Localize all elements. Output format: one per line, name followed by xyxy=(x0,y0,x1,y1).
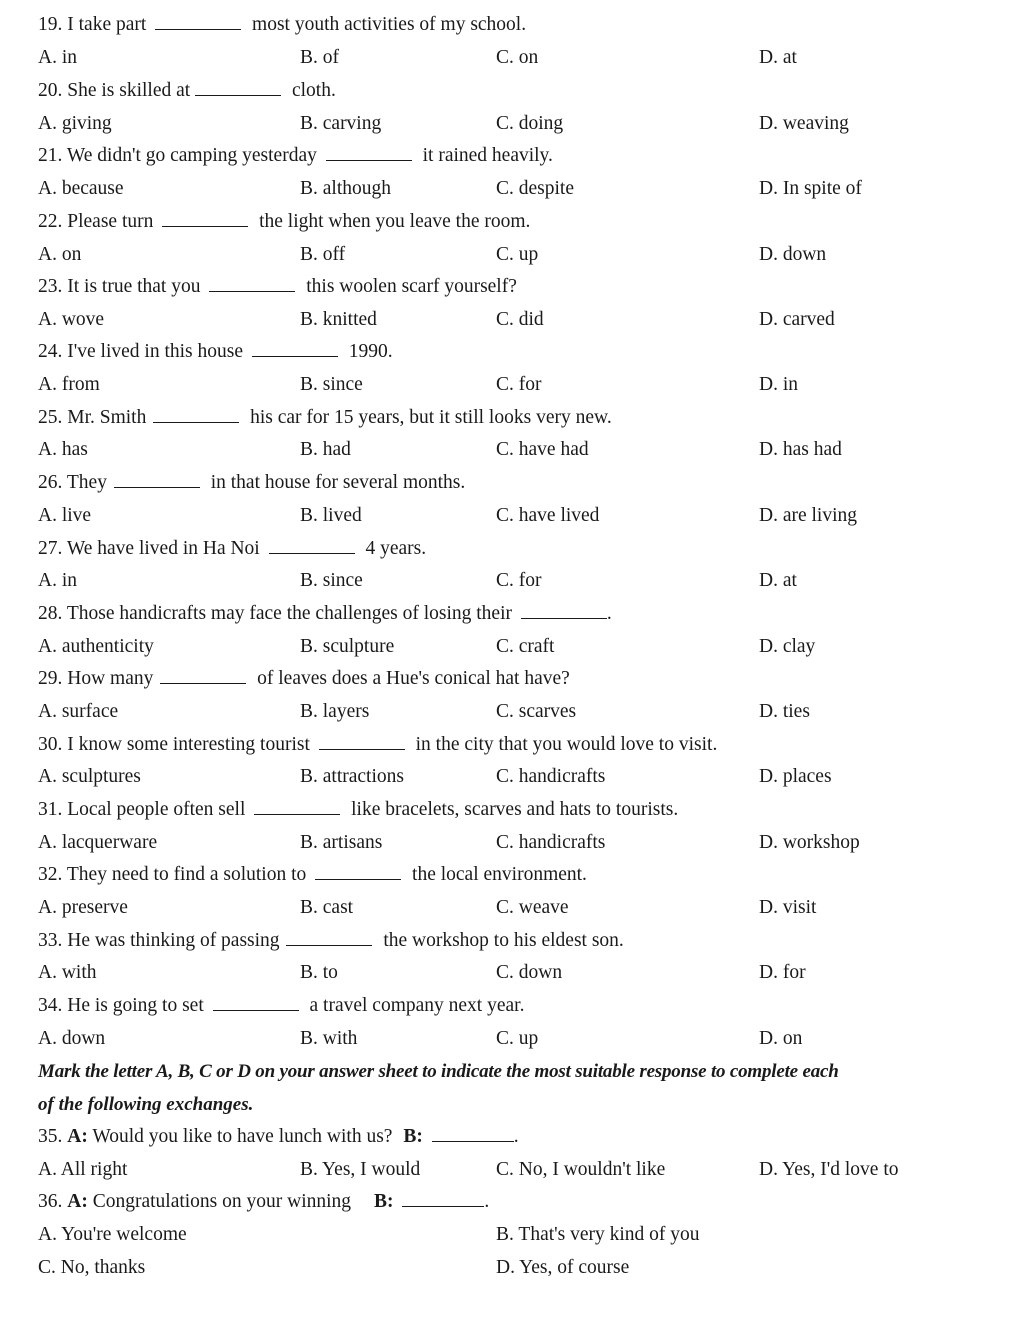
option-c: C. No, thanks xyxy=(38,1257,146,1278)
option-d: D. on xyxy=(759,1028,803,1049)
option-d: D. in xyxy=(759,374,798,395)
option-d: D. has had xyxy=(759,439,842,460)
exchange-35 xyxy=(38,1122,519,1152)
option-c: C. No, I wouldn't like xyxy=(496,1159,666,1180)
option-c: C. have had xyxy=(496,439,589,460)
option-b: B. with xyxy=(300,1028,358,1049)
question-stem: 33. He was thinking of passing xyxy=(38,930,280,951)
option-a: A. giving xyxy=(38,113,112,134)
question-19 xyxy=(38,10,526,40)
answer-blank xyxy=(319,733,405,750)
option-c: C. up xyxy=(496,1028,539,1049)
question-tail: cloth. xyxy=(291,80,336,101)
answer-blank xyxy=(213,994,299,1011)
question-29 xyxy=(38,664,570,694)
speaker-b-label: B: xyxy=(373,1191,394,1212)
option-d: D. clay xyxy=(759,636,816,657)
option-b: B. Yes, I would xyxy=(300,1159,421,1180)
option-b: B. knitted xyxy=(300,309,377,330)
option-a: A. down xyxy=(38,1028,106,1049)
question-tail: this woolen scarf yourself? xyxy=(306,276,517,297)
question-stem: 24. I've lived in this house xyxy=(38,341,243,362)
answer-blank xyxy=(155,13,241,30)
speaker-a-label: A: xyxy=(67,1126,88,1147)
option-b: B. lived xyxy=(300,505,362,526)
option-d: D. at xyxy=(759,570,797,591)
option-d: D. down xyxy=(759,244,827,265)
option-c: C. despite xyxy=(496,178,574,199)
option-a: A. in xyxy=(38,47,77,68)
option-d: D. carved xyxy=(759,309,835,330)
speaker-b-label: B: xyxy=(403,1126,423,1147)
option-d: D. weaving xyxy=(759,113,849,134)
option-c: C. down xyxy=(496,962,563,983)
option-c: C. craft xyxy=(496,636,555,657)
option-d: D. places xyxy=(759,766,832,787)
option-b: B. sculpture xyxy=(300,636,395,657)
option-a: A. surface xyxy=(38,701,119,722)
option-d: D. In spite of xyxy=(759,178,862,199)
question-tail: the light when you leave the room. xyxy=(259,211,531,232)
question-21 xyxy=(38,141,553,171)
option-d: D. Yes, I'd love to xyxy=(759,1159,899,1180)
option-b: B. artisans xyxy=(300,832,383,853)
speaker-a-label: A: xyxy=(67,1191,88,1212)
question-tail: like bracelets, scarves and hats to tourists. xyxy=(351,799,679,820)
question-tail: of leaves does a Hue's conical hat have? xyxy=(257,668,570,689)
answer-blank xyxy=(521,602,607,619)
option-d: D. Yes, of course xyxy=(496,1257,630,1278)
option-c: C. on xyxy=(496,47,539,68)
option-c: C. for xyxy=(496,374,542,395)
question-tail: the local environment. xyxy=(412,864,587,885)
question-stem: 26. They xyxy=(38,472,107,493)
question-stem: 29. How many xyxy=(38,668,154,689)
speaker-a-text: Congratulations on your winning xyxy=(92,1191,352,1212)
answer-blank xyxy=(315,863,401,880)
question-34 xyxy=(38,991,524,1021)
question-stem: 32. They need to find a solution to xyxy=(38,864,307,885)
question-tail: in that house for several months. xyxy=(210,472,466,493)
answer-blank xyxy=(402,1190,484,1207)
question-stem: 27. We have lived in Ha Noi xyxy=(38,538,260,559)
answer-blank xyxy=(209,275,295,292)
question-tail: in the city that you would love to visit. xyxy=(415,734,718,755)
question-28 xyxy=(38,599,612,629)
answer-blank xyxy=(160,667,246,684)
option-a: A. live xyxy=(38,505,92,526)
option-a: A. authenticity xyxy=(38,636,154,657)
answer-blank xyxy=(432,1125,514,1142)
answer-blank xyxy=(286,929,372,946)
exchange-number: 35. xyxy=(38,1126,63,1147)
option-c: C. handicrafts xyxy=(496,766,606,787)
option-a: A. All right xyxy=(38,1159,128,1180)
question-24 xyxy=(38,337,393,367)
question-stem: 34. He is going to set xyxy=(38,995,204,1016)
option-b: B. had xyxy=(300,439,351,460)
option-c: C. handicrafts xyxy=(496,832,606,853)
option-a: A. lacquerware xyxy=(38,832,158,853)
option-b: B. layers xyxy=(300,701,370,722)
exchange-36 xyxy=(38,1187,489,1217)
option-b: B. to xyxy=(300,962,338,983)
option-c: C. doing xyxy=(496,113,564,134)
option-b: B. since xyxy=(300,374,363,395)
option-a: A. wove xyxy=(38,309,105,330)
option-b: B. cast xyxy=(300,897,354,918)
speaker-a-text: Would you like to have lunch with us? xyxy=(92,1126,393,1147)
answer-blank xyxy=(252,340,338,357)
answer-blank xyxy=(114,471,200,488)
option-b: B. since xyxy=(300,570,363,591)
question-stem: 19. I take part xyxy=(38,14,147,35)
question-26 xyxy=(38,468,465,498)
section-instruction-line-1: Mark the letter A, B, C or D on your answer sheet to indicate the most suitable response to complete each xyxy=(38,1061,839,1082)
option-a: A. from xyxy=(38,374,100,395)
option-c: C. weave xyxy=(496,897,569,918)
question-stem: 31. Local people often sell xyxy=(38,799,246,820)
question-tail: a travel company next year. xyxy=(309,995,525,1016)
option-d: D. workshop xyxy=(759,832,860,853)
question-tail: it rained heavily. xyxy=(422,145,553,166)
option-d: D. at xyxy=(759,47,797,68)
question-32 xyxy=(38,860,587,890)
option-a: A. in xyxy=(38,570,77,591)
question-31 xyxy=(38,795,678,825)
option-d: D. visit xyxy=(759,897,817,918)
question-stem: 23. It is true that you xyxy=(38,276,201,297)
option-c: C. up xyxy=(496,244,539,265)
question-20 xyxy=(38,76,336,106)
answer-blank xyxy=(254,798,340,815)
option-b: B. of xyxy=(300,47,339,68)
answer-blank xyxy=(269,537,355,554)
option-a: A. has xyxy=(38,439,88,460)
question-tail: 4 years. xyxy=(365,538,427,559)
answer-blank xyxy=(153,406,239,423)
question-stem: 30. I know some interesting tourist xyxy=(38,734,310,755)
exchange-end: . xyxy=(484,1191,490,1212)
option-d: D. ties xyxy=(759,701,810,722)
option-c: C. scarves xyxy=(496,701,577,722)
question-tail: most youth activities of my school. xyxy=(252,14,527,35)
option-c: C. have lived xyxy=(496,505,600,526)
option-b: B. although xyxy=(300,178,391,199)
option-a: A. because xyxy=(38,178,124,199)
section-instruction-line-2: of the following exchanges. xyxy=(38,1094,254,1115)
option-c: C. did xyxy=(496,309,544,330)
option-b: B. attractions xyxy=(300,766,404,787)
option-b: B. carving xyxy=(300,113,382,134)
question-stem: 22. Please turn xyxy=(38,211,154,232)
option-a: A. sculptures xyxy=(38,766,141,787)
exchange-number: 36. xyxy=(38,1191,63,1212)
question-22 xyxy=(38,207,530,237)
option-a: A. preserve xyxy=(38,897,128,918)
question-33 xyxy=(38,926,624,956)
question-stem: 21. We didn't go camping yesterday xyxy=(38,145,317,166)
question-stem: 20. She is skilled at xyxy=(38,80,191,101)
option-b: B. That's very kind of you xyxy=(496,1224,700,1245)
question-tail: the workshop to his eldest son. xyxy=(383,930,624,951)
option-a: A. You're welcome xyxy=(38,1224,187,1245)
question-stem: 28. Those handicrafts may face the challenges of losing their xyxy=(38,603,512,624)
answer-blank xyxy=(195,79,281,96)
option-a: A. on xyxy=(38,244,82,265)
option-d: D. for xyxy=(759,962,806,983)
option-c: C. for xyxy=(496,570,542,591)
answer-blank xyxy=(326,144,412,161)
option-a: A. with xyxy=(38,962,97,983)
question-27 xyxy=(38,534,426,564)
question-30 xyxy=(38,730,717,760)
option-d: D. are living xyxy=(759,505,858,526)
question-tail: 1990. xyxy=(348,341,393,362)
question-tail: . xyxy=(606,603,612,624)
question-23 xyxy=(38,272,517,302)
question-stem: 25. Mr. Smith xyxy=(38,407,147,428)
option-b: B. off xyxy=(300,244,346,265)
question-tail: his car for 15 years, but it still looks very new. xyxy=(250,407,612,428)
answer-blank xyxy=(162,210,248,227)
question-25 xyxy=(38,403,612,433)
exchange-end: . xyxy=(513,1126,519,1147)
